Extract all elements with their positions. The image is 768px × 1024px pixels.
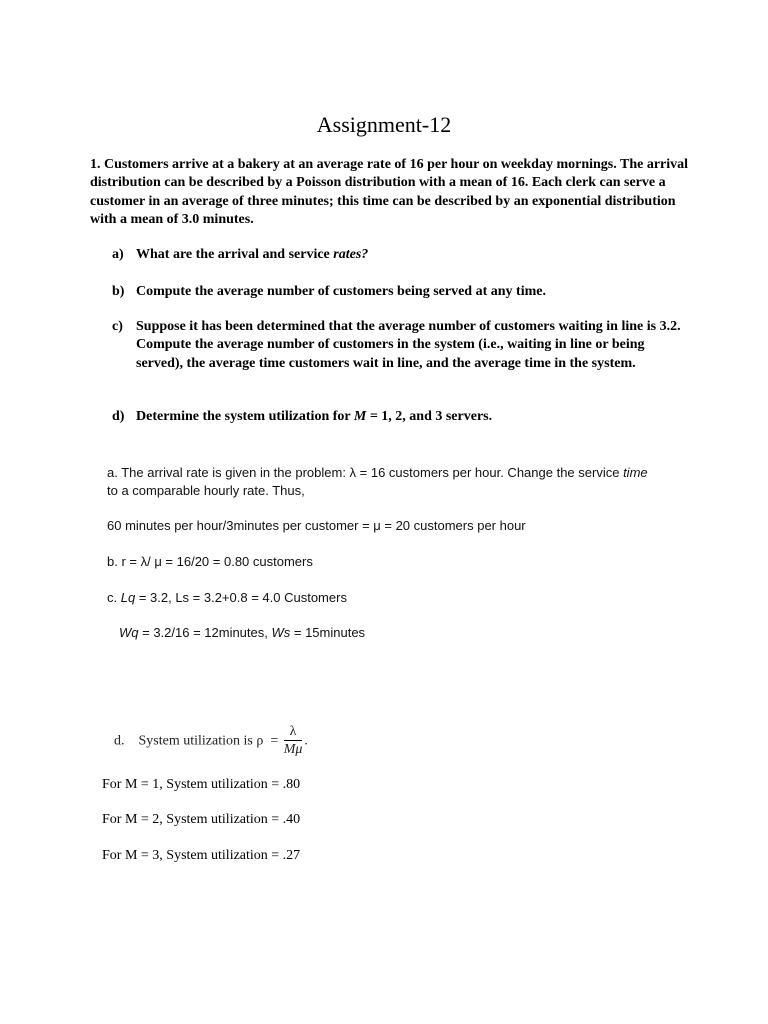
answer-wait-post: = 15minutes — [290, 625, 366, 640]
question-d — [112, 408, 682, 426]
question-a-emphasis: rates? — [333, 247, 369, 262]
answer-c — [107, 589, 347, 607]
answer-d — [107, 708, 308, 759]
question-c — [112, 318, 682, 373]
answer-c-text: = 3.2, Ls = 3.2+0.8 = 4.0 Customers — [135, 590, 347, 605]
answer-a — [107, 464, 747, 500]
answer-c-lq: Lq — [120, 590, 136, 605]
question-d-emphasis: M — [353, 409, 367, 424]
fraction-denominator: Mμ — [283, 742, 303, 757]
question-b-text: Compute the average number of customers being served at any time. — [136, 284, 546, 299]
utilization-m2: For M = 2, System utilization = .40 — [102, 812, 301, 827]
question-d-label: d) — [112, 409, 125, 424]
utilization-m1: For M = 1, System utilization = .80 — [102, 777, 301, 792]
answer-a-line2: to a comparable hourly rate. Thus, — [107, 483, 305, 498]
question-d-text-post: = 1, 2, and 3 servers. — [366, 409, 493, 424]
utilization-fraction — [284, 724, 303, 759]
question-c-label: c) — [112, 319, 123, 334]
question-1-text: 1. Customers arrive at a bakery at an average rate of 16 per hour on weekday mornings. The arrival distribution can be described by a Poisson distribution with a mean of 16. Each clerk can serve a customer in an average of three minutes; this time can be described by an exponential distribution with a mean of 3.0 minutes. — [90, 157, 689, 227]
question-c-text: Suppose it has been determined that the average number of customers waiting in line is 3.2. Compute the average number of customers in the system (i.e., waiting in line or being served), the average time customers wait in line, and the average time in the system. — [136, 319, 681, 371]
answer-d-prefix: d. System utilization is ρ = — [114, 733, 282, 749]
question-a-label: a) — [112, 247, 124, 262]
answer-rate-line: 60 minutes per hour/3minutes per customer = μ = 20 customers per hour — [107, 518, 526, 533]
answer-b: b. r = λ/ μ = 16/20 = 0.80 customers — [107, 554, 313, 569]
question-b — [112, 283, 682, 301]
question-b-label: b) — [112, 284, 125, 299]
answer-ws: Ws — [271, 625, 291, 640]
answer-c-prefix: c. — [107, 590, 121, 605]
question-a — [112, 246, 682, 264]
answer-c-wait — [119, 624, 365, 642]
answer-a-line1: a. The arrival rate is given in the problem: λ = 16 customers per hour. Change the service — [107, 465, 624, 480]
page-title: Assignment-12 — [316, 112, 452, 137]
fraction-numerator: λ — [284, 724, 303, 741]
answer-wait-mid: = 3.2/16 = 12minutes, — [138, 625, 272, 640]
answer-wq: Wq — [119, 625, 139, 640]
question-d-text-pre: Determine the system utilization for — [136, 409, 354, 424]
utilization-m3: For M = 3, System utilization = .27 — [102, 848, 301, 863]
answer-d-suffix: . — [304, 733, 308, 749]
question-a-text: What are the arrival and service — [136, 247, 334, 262]
answer-a-emphasis: time — [623, 465, 648, 480]
